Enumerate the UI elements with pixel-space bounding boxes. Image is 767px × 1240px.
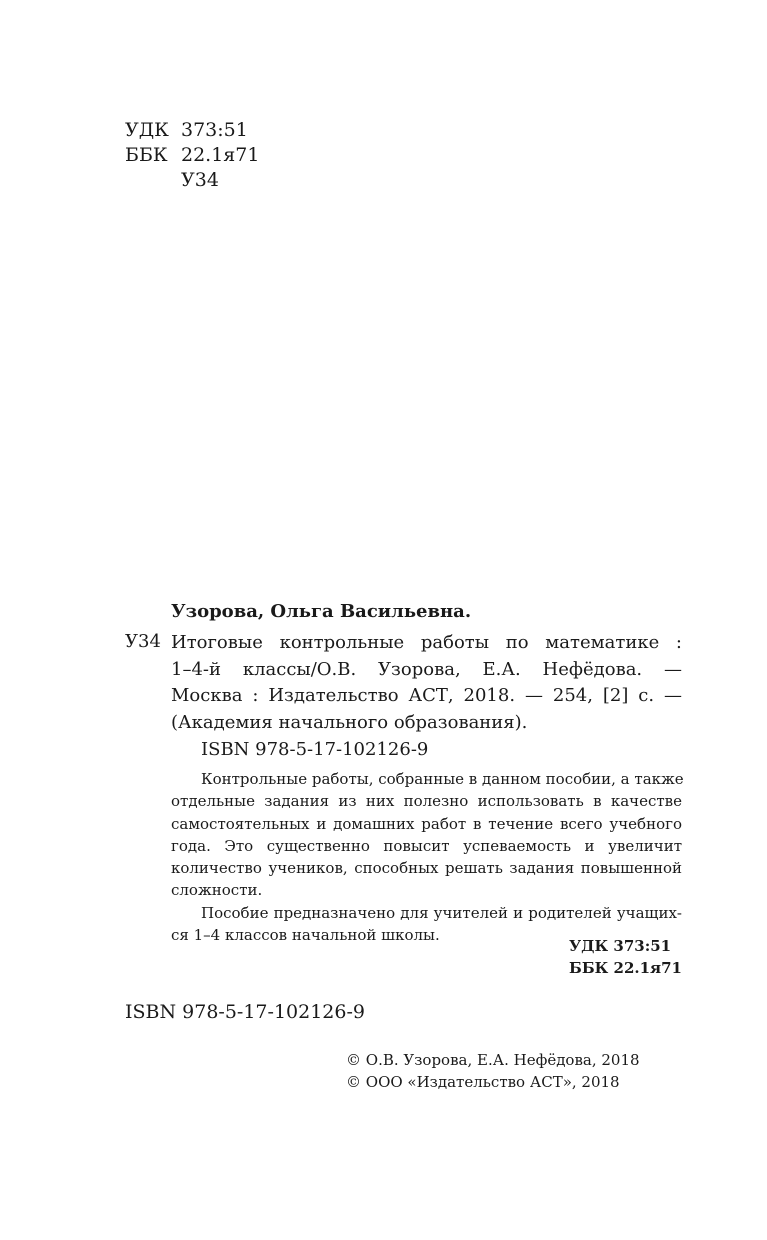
copyright-block: [346, 1049, 640, 1093]
abstract-line: Контрольные работы, собранные в данном пособии, а также: [201, 770, 684, 788]
abstract-line: ся 1–4 классов начальной школы.: [171, 926, 440, 945]
abstract-line: года. Это существенно повысит успеваемость и увеличит: [171, 836, 682, 855]
classification-codes-right: [569, 935, 682, 979]
abstract-line: сложности.: [171, 881, 263, 900]
isbn-bottom: ISBN 978-5-17-102126-9: [125, 1001, 365, 1023]
title-line: Москва : Издательство АСТ, 2018. — 254, [2] с. —: [171, 685, 682, 706]
bbk-code: ББК 22.1я71: [569, 959, 682, 977]
abstract-line: количество учеников, способных решать задания повышенной: [171, 859, 682, 878]
title-line: 1–4-й классы/О.В. Узорова, Е.А. Нефёдова. —: [171, 658, 682, 680]
author-heading: Узорова, Ольга Васильевна.: [171, 601, 472, 622]
title-line: Итоговые контрольные работы по математике :: [171, 632, 682, 653]
udk-row: [125, 118, 259, 143]
abstract-line: Пособие предназначено для учителей и родителей учащих-: [201, 903, 682, 922]
record-isbn: ISBN 978-5-17-102126-9: [201, 739, 429, 760]
bibliographic-description: [171, 630, 682, 736]
record-cutter: У34: [125, 631, 161, 652]
copyright-line: © ООО «Издательство АСТ», 2018: [346, 1073, 620, 1091]
cutter-code: У34: [181, 169, 219, 191]
udk-label: УДК: [125, 119, 169, 141]
udk-code: УДК 373:51: [569, 937, 672, 955]
abstract: [171, 768, 682, 946]
abstract-line: отдельные задания из них полезно использовать в качестве: [171, 792, 682, 811]
abstract-line: самостоятельных и домашних работ в течение всего учебного: [171, 814, 682, 833]
copyright-line: © О.В. Узорова, Е.А. Нефёдова, 2018: [346, 1051, 640, 1069]
bbk-value: 22.1я71: [181, 144, 260, 166]
udk-value: 373:51: [181, 119, 248, 141]
classification-block: [125, 118, 259, 193]
title-line: (Академия начального образования).: [171, 711, 528, 733]
bbk-label: ББК: [125, 144, 168, 166]
bbk-row: [125, 143, 259, 168]
